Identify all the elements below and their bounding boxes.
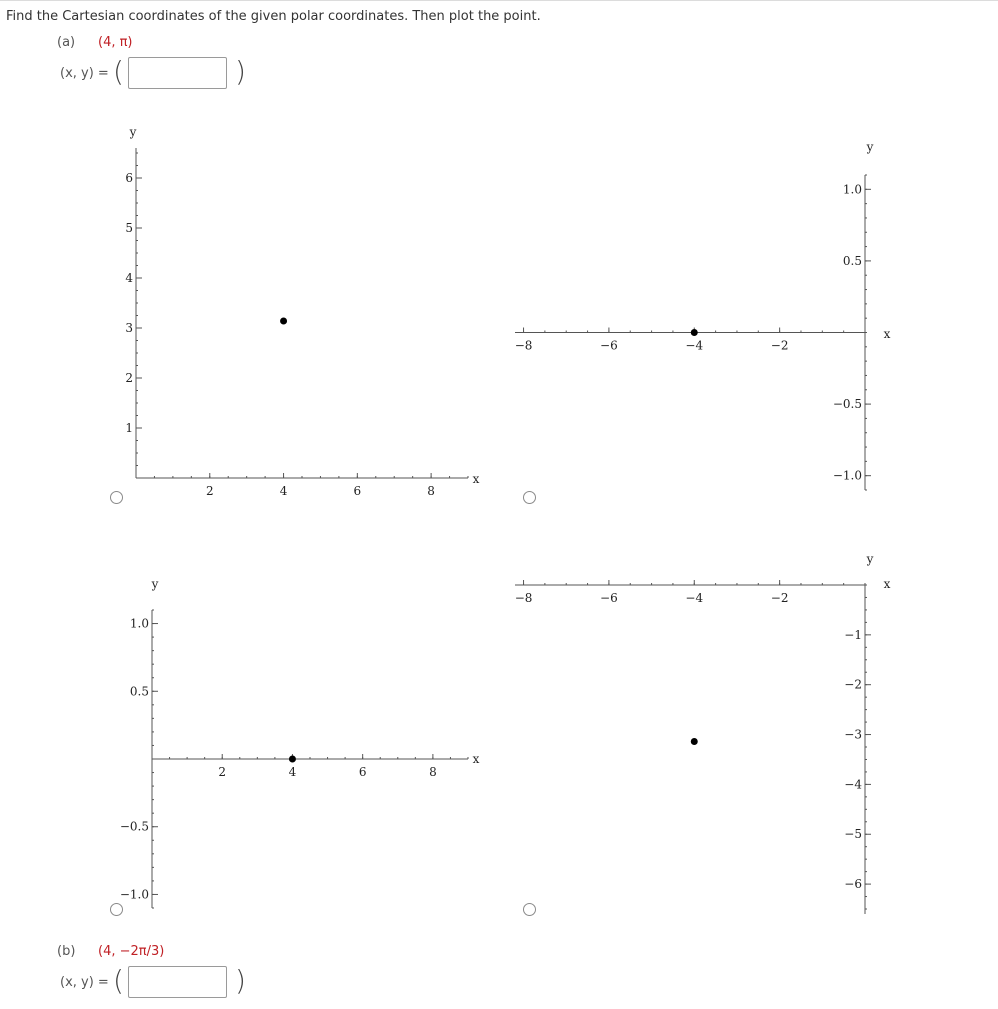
y-axis-label: y [866,552,874,566]
part-a-polar-coordinates: (4, π) [98,35,133,50]
y-tick-label: −4 [844,777,862,792]
y-tick-label: 3 [125,321,133,335]
x-tick-label: 4 [279,484,288,498]
x-tick-label: −2 [770,591,789,605]
y-tick-label: −0.5 [119,819,149,834]
x-tick-label: 8 [429,765,437,779]
x-tick-label: −6 [600,591,618,605]
plot-option-2-radio[interactable] [523,491,536,504]
part-b-answer-input[interactable] [128,966,227,998]
x-tick-label: 2 [205,484,214,498]
plot-option-3 [100,570,500,915]
y-tick-label: 1.0 [129,616,149,631]
y-tick-label: −0.5 [832,397,862,412]
x-tick-label: −2 [770,338,789,353]
data-point [691,329,698,336]
question-instruction: Find the Cartesian coordinates of the given polar coordinates. Then plot the point. [6,9,541,24]
y-tick-label: 6 [125,171,133,185]
plot-option-3-radio[interactable] [110,903,123,916]
x-axis-label: x [472,472,480,486]
x-tick-label: −8 [514,338,533,353]
part-b-open-paren: ( [113,964,124,997]
y-tick-label: −1.0 [832,468,862,483]
x-tick-label: 4 [288,765,297,779]
y-tick-label: 2 [125,371,133,385]
part-b-xy-label: (x, y) = [60,975,109,990]
y-tick-label: 0.5 [129,684,149,699]
data-point [280,318,287,325]
x-axis-label: x [883,577,891,591]
y-tick-label: 4 [125,271,133,285]
y-tick-label: −1.0 [119,887,149,902]
x-tick-label: −4 [685,591,704,605]
plot-option-1 [100,120,500,510]
y-axis-label: y [151,577,159,591]
plot-option-2 [515,135,895,510]
y-tick-label: −5 [844,827,862,842]
plot-option-4-radio[interactable] [523,903,536,916]
y-axis-label: y [866,140,874,154]
x-tick-label: −6 [600,338,618,353]
x-tick-label: −4 [685,338,704,353]
y-tick-label: 1.0 [842,182,862,197]
part-b-polar-coordinates: (4, −2π/3) [98,944,165,959]
part-a-label: (a) [57,35,76,50]
x-axis-label: x [883,327,891,341]
y-tick-label: 0.5 [842,253,862,268]
y-tick-label: −1 [844,627,862,642]
y-axis-label: y [129,125,137,139]
y-tick-label: −3 [844,727,862,742]
x-tick-label: 8 [427,484,435,498]
x-axis-label: x [472,752,480,766]
plot-option-4 [515,545,895,920]
part-a-xy-label: (x, y) = [60,66,109,81]
data-point [289,756,296,763]
top-divider [0,0,998,1]
y-tick-label: −6 [844,877,862,892]
part-b-close-paren: ) [235,964,246,997]
x-tick-label: −8 [514,591,533,605]
x-tick-label: 2 [218,765,227,779]
part-a-close-paren: ) [235,55,246,88]
x-tick-label: 6 [353,484,362,498]
plot-option-1-radio[interactable] [110,491,123,504]
data-point [691,738,698,745]
y-tick-label: 1 [125,421,133,435]
y-tick-label: −2 [844,677,862,692]
part-a-open-paren: ( [113,55,124,88]
x-tick-label: 6 [358,765,367,779]
part-a-answer-input[interactable] [128,57,227,89]
part-b-label: (b) [57,944,76,959]
y-tick-label: 5 [125,221,133,235]
